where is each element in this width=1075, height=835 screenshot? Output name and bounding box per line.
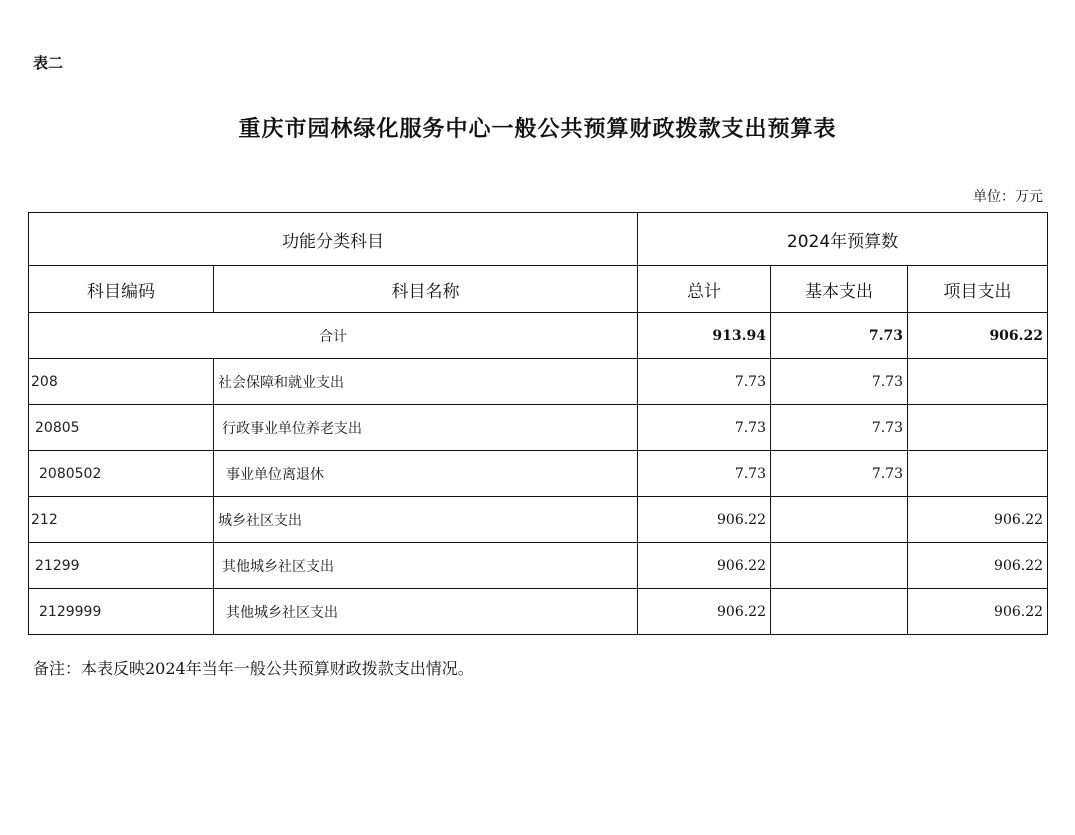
row-code: 2080502 bbox=[29, 451, 214, 497]
row-basic: 7.73 bbox=[771, 451, 908, 497]
row-basic bbox=[771, 589, 908, 635]
header-function-category: 功能分类科目 bbox=[29, 213, 638, 266]
total-label: 合计 bbox=[29, 313, 638, 359]
total-amount: 913.94 bbox=[638, 313, 771, 359]
row-project bbox=[908, 359, 1048, 405]
header-basic-expenditure: 基本支出 bbox=[771, 266, 908, 313]
header-subject-code: 科目编码 bbox=[29, 266, 214, 313]
row-project: 906.22 bbox=[908, 497, 1048, 543]
row-code: 2129999 bbox=[29, 589, 214, 635]
row-basic: 7.73 bbox=[771, 359, 908, 405]
row-code: 212 bbox=[29, 497, 214, 543]
header-row-group bbox=[29, 213, 1048, 266]
row-name: 城乡社区支出 bbox=[214, 497, 638, 543]
row-name: 其他城乡社区支出 bbox=[214, 589, 638, 635]
header-project-expenditure: 项目支出 bbox=[908, 266, 1048, 313]
row-project bbox=[908, 451, 1048, 497]
unit-label: 单位：万元 bbox=[973, 189, 1043, 205]
row-total: 7.73 bbox=[638, 405, 771, 451]
table-row bbox=[29, 543, 1048, 589]
total-basic: 7.73 bbox=[771, 313, 908, 359]
row-total: 906.22 bbox=[638, 497, 771, 543]
row-name: 事业单位离退休 bbox=[214, 451, 638, 497]
row-basic bbox=[771, 497, 908, 543]
row-total: 7.73 bbox=[638, 451, 771, 497]
footnote: 备注：本表反映2024年当年一般公共预算财政拨款支出情况。 bbox=[33, 659, 474, 678]
row-name: 社会保障和就业支出 bbox=[214, 359, 638, 405]
header-total: 总计 bbox=[638, 266, 771, 313]
table-label: 表二 bbox=[33, 54, 64, 72]
row-project: 906.22 bbox=[908, 589, 1048, 635]
row-name: 行政事业单位养老支出 bbox=[214, 405, 638, 451]
row-project bbox=[908, 405, 1048, 451]
row-code: 21299 bbox=[29, 543, 214, 589]
budget-table bbox=[28, 212, 1048, 635]
header-row-columns bbox=[29, 266, 1048, 313]
row-code: 20805 bbox=[29, 405, 214, 451]
row-total: 906.22 bbox=[638, 589, 771, 635]
row-basic: 7.73 bbox=[771, 405, 908, 451]
table-row bbox=[29, 589, 1048, 635]
table-row bbox=[29, 451, 1048, 497]
document-title: 重庆市园林绿化服务中心一般公共预算财政拨款支出预算表 bbox=[238, 116, 837, 142]
header-subject-name: 科目名称 bbox=[214, 266, 638, 313]
row-project: 906.22 bbox=[908, 543, 1048, 589]
row-name: 其他城乡社区支出 bbox=[214, 543, 638, 589]
row-code: 208 bbox=[29, 359, 214, 405]
table-row bbox=[29, 359, 1048, 405]
row-total: 7.73 bbox=[638, 359, 771, 405]
row-total: 906.22 bbox=[638, 543, 771, 589]
row-basic bbox=[771, 543, 908, 589]
total-project: 906.22 bbox=[908, 313, 1048, 359]
table-row bbox=[29, 405, 1048, 451]
header-budget-2024: 2024年预算数 bbox=[638, 213, 1048, 266]
table-row bbox=[29, 497, 1048, 543]
total-row bbox=[29, 313, 1048, 359]
